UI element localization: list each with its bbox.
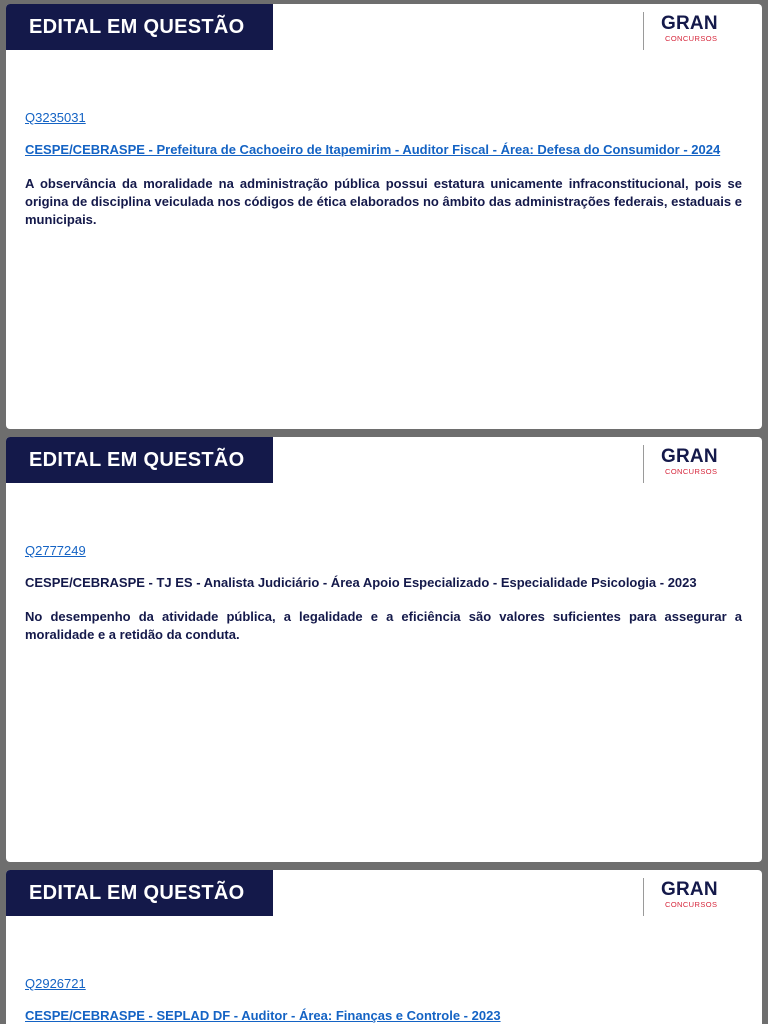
gran-logo [661, 14, 731, 46]
question-source [25, 575, 745, 590]
question-statement: No desempenho da atividade pública, a legalidade e a eficiência são valores suficientes para assegurar a moralidade e a retidão da conduta. [25, 609, 742, 642]
logo-divider [643, 878, 644, 916]
question-id-link[interactable]: Q3235031 [25, 110, 86, 125]
gran-logo [661, 447, 731, 479]
question-id-link[interactable]: Q2777249 [25, 543, 86, 558]
question-source-text: CESPE/CEBRASPE - TJ ES - Analista Judiciário - Área Apoio Especializado - Especialidade Psicologia - 2023 [25, 575, 697, 590]
slide-header-banner: EDITAL EM QUESTÃO [6, 437, 273, 483]
logo-wordmark: GRAN [661, 446, 718, 467]
slide-question-2 [6, 437, 762, 862]
slide-header-banner: EDITAL EM QUESTÃO [6, 870, 273, 916]
question-source[interactable] [25, 142, 745, 157]
logo-subtitle: CONCURSOS [665, 900, 718, 909]
logo-wordmark: GRAN [661, 13, 718, 34]
gran-logo [661, 880, 731, 912]
logo-subtitle: CONCURSOS [665, 467, 718, 476]
logo-wordmark: GRAN [661, 879, 718, 900]
slide-question-1 [6, 4, 762, 429]
question-source-link[interactable]: CESPE/CEBRASPE - Prefeitura de Cachoeiro de Itapemirim - Auditor Fiscal - Área: Defesa do Consumidor - 2024 [25, 142, 721, 157]
slide-question-3 [6, 870, 762, 1024]
question-id-link[interactable]: Q2926721 [25, 976, 86, 991]
question-statement: A observância da moralidade na administração pública possui estatura unicamente infraconstitucional, pois se origina de disciplina veiculada nos códigos de ética elaborados no âmbito das administrações federais, estaduais e municipais. [25, 176, 742, 227]
slide-header-banner: EDITAL EM QUESTÃO [6, 4, 273, 50]
question-source[interactable] [25, 1008, 745, 1023]
logo-subtitle: CONCURSOS [665, 34, 718, 43]
logo-divider [643, 445, 644, 483]
logo-divider [643, 12, 644, 50]
question-source-link[interactable]: CESPE/CEBRASPE - SEPLAD DF - Auditor - Área: Finanças e Controle - 2023 [25, 1008, 501, 1023]
